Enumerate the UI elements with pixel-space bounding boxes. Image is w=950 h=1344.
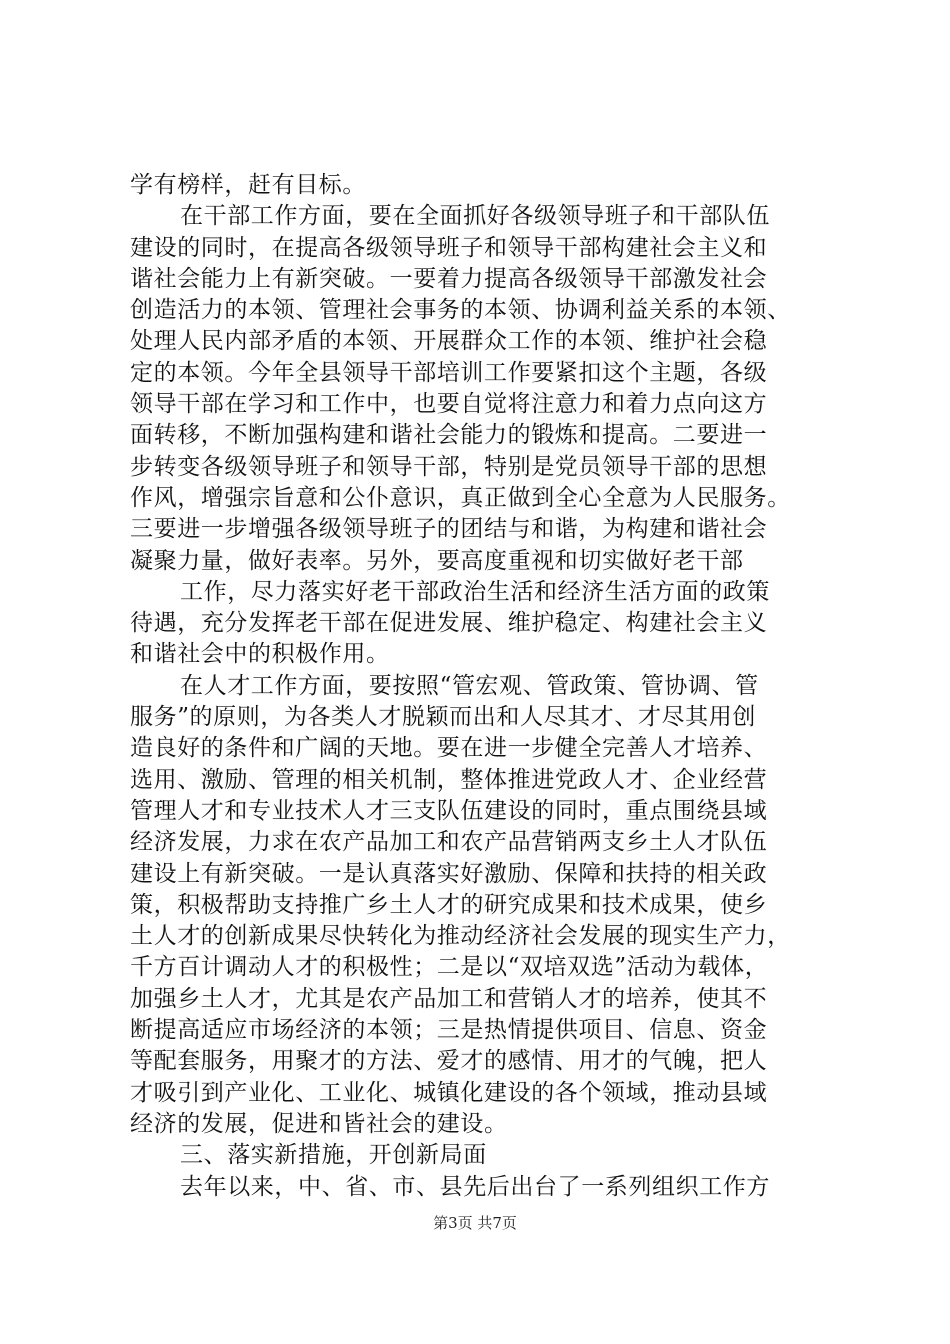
text-line: 谐社会能力上有新突破。一要着力提高各级领导干部激发社会 (130, 265, 768, 292)
text-line: 和谐社会中的积极作用。 (130, 641, 390, 668)
text-line: 经济发展，力求在农产品加工和农产品营销两支乡土人才队伍 (130, 829, 768, 856)
text-line: 加强乡土人才，尤其是农产品加工和营销人才的培养，使其不 (130, 985, 768, 1012)
text-line: 三要进一步增强各级领导班子的团结与和谐，为构建和谐社会 (130, 516, 768, 543)
text-line: 三、落实新措施，开创新局面 (180, 1142, 487, 1169)
text-line: 待遇，充分发挥老干部在促进发展、维护稳定、构建社会主义 (130, 610, 768, 637)
text-line: 经济的发展，促进和皆社会的建设。 (130, 1110, 508, 1137)
text-line: 管理人才和专业技术人才三支队伍建设的同时，重点围绕县域 (130, 797, 768, 824)
text-line: 等配套服务，用聚才的方法、爱才的感情、用才的气魄，把人 (130, 1048, 768, 1075)
text-line: 步转变各级领导班子和领导干部，特别是党员领导干部的思想 (130, 453, 768, 480)
text-line: 服务”的原则，为各类人才脱颖而出和人尽其才、才尽其用创 (130, 704, 756, 731)
text-line: 在人才工作方面，要按照“管宏观、管政策、管协调、管 (180, 672, 759, 699)
text-line: 凝聚力量，做好表率。另外，要高度重视和切实做好老干部 (130, 547, 744, 574)
text-line: 去年以来，中、省、市、县先后出台了一系列组织工作方 (180, 1173, 770, 1200)
text-line: 策，积极帮助支持推广乡土人才的研究成果和技术成果，使乡 (130, 891, 768, 918)
text-line: 建设上有新突破。一是认真落实好激励、保障和扶持的相关政 (130, 860, 768, 887)
text-line: 作风，增强宗旨意和公仆意识，真正做到全心全意为人民服务。 (130, 484, 791, 511)
text-line: 面转移，不断加强构建和谐社会能力的锻炼和提高。二要进一 (130, 422, 768, 449)
text-line: 才吸引到产业化、工业化、城镇化建设的各个领域，推动县域 (130, 1079, 768, 1106)
text-line: 断提高适应市场经济的本领；三是热情提供项目、信息、资金 (130, 1017, 768, 1044)
text-line: 建设的同时，在提高各级领导班子和领导干部构建社会主义和 (130, 234, 768, 261)
text-line: 创造活力的本领、管理社会事务的本领、协调利益关系的本领、 (130, 297, 791, 324)
text-line: 千方百计调动人才的积极性；二是以“双培双选”活动为载体， (130, 954, 769, 981)
text-line: 处理人民内部矛盾的本领、开展群众工作的本领、维护社会稳 (130, 328, 768, 355)
text-line: 选用、激励、管理的相关机制，整体推进党政人才、企业经营 (130, 766, 768, 793)
page-number-footer: 第3页 共7页 (433, 1214, 517, 1232)
text-line: 造良好的条件和广阔的天地。要在进一步健全完善人才培养、 (130, 735, 768, 762)
text-line: 在干部工作方面，要在全面抓好各级领导班子和干部队伍 (180, 203, 770, 230)
document-body (130, 170, 830, 1203)
text-line: 学有榜样，赶有目标。 (130, 172, 366, 198)
text-line: 土人才的创新成果尽快转化为推动经济社会发展的现实生产力， (130, 923, 791, 950)
text-line: 定的本领。今年全县领导干部培训工作要紧扣这个主题，各级 (130, 359, 768, 386)
text-line: 领导干部在学习和工作中，也要自觉将注意力和着力点向这方 (130, 391, 768, 418)
text-line: 工作，尽力落实好老干部政治生活和经济生活方面的政策 (180, 578, 770, 605)
